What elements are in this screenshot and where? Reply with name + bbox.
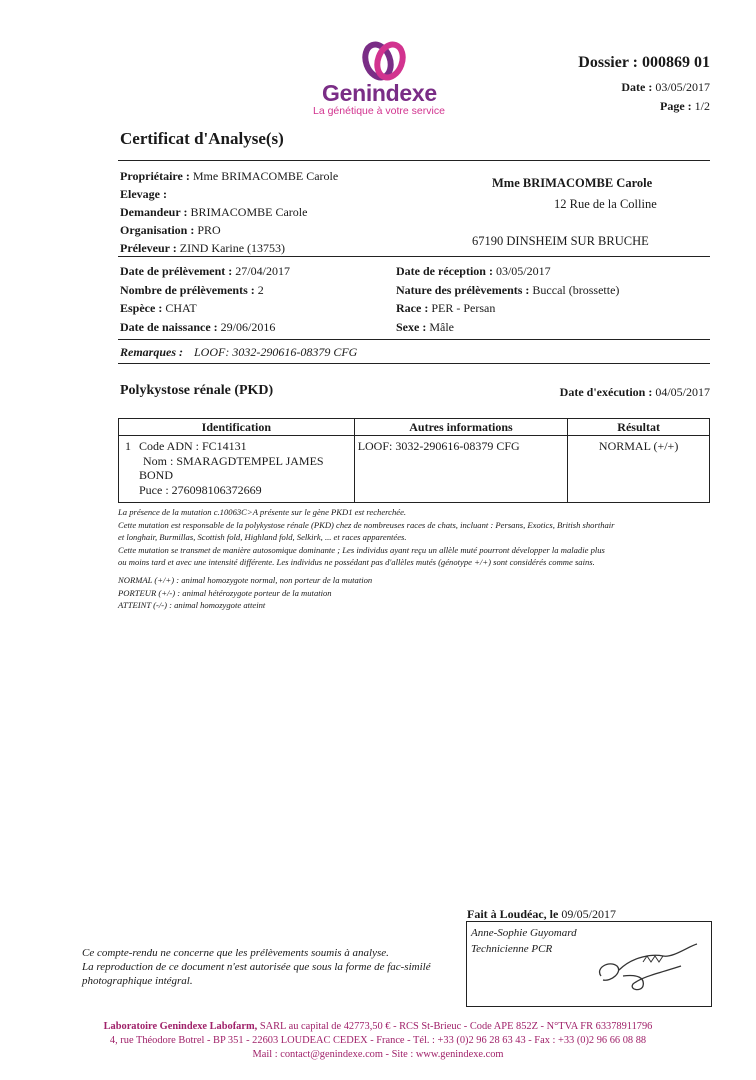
header-page-label: Page : [660, 99, 692, 113]
note-line: Cette mutation est responsable de la polykystose rénale (PKD) chez de nombreuses races de chats, incluant : Persans, Exotics, British shorthair [118, 519, 615, 530]
notes-block [118, 506, 718, 569]
results-table [118, 418, 710, 503]
remarks-divider [118, 363, 710, 364]
date-prelevement-row: Date de prélèvement : 27/04/2017 [120, 264, 290, 278]
header-page-value: 1/2 [694, 99, 710, 113]
logo-tagline: La génétique à votre service [313, 105, 445, 117]
header-date [621, 80, 710, 95]
note-line: Cette mutation se transmet de manière autosomique dominante ; Les individus ayant reçu un allèle muté pourront développer la maladie plus [118, 544, 605, 555]
address-city: 67190 DINSHEIM SUR BRUCHE [472, 234, 649, 248]
sample-left-col [120, 262, 290, 336]
note-line: et longhair, Burmillas, Scottish fold, Highland fold, Selkirk, ... et races apparentées. [118, 532, 407, 543]
col-header-autres-informations: Autres informations [354, 419, 568, 436]
resultat-cell: NORMAL (+/+) [568, 436, 710, 503]
signature-box [466, 921, 712, 1007]
execution-date-label: Date d'exécution : [559, 385, 653, 399]
footer-line2: 4, rue Théodore Botrel - BP 351 - 22603 LOUDEAC CEDEX - France - Tél. : +33 (0)2 96 28 63 43 - Fax : +33 (0)2 96 66 08 88 [109, 1035, 647, 1046]
signature-place [467, 907, 616, 922]
header-date-value: 03/05/2017 [655, 80, 710, 94]
header-page [660, 99, 710, 114]
espece-row: Espèce : CHAT [120, 301, 197, 315]
title-divider [118, 160, 710, 161]
footer-legal: SARL au capital de 42773,50 € - RCS St-Brieuc - Code APE 852Z - N°TVA FR 63378911796 [259, 1021, 653, 1032]
footer-lab-name: Laboratoire Genindexe Labofarm, [103, 1021, 258, 1032]
signature-date: 09/05/2017 [561, 907, 616, 921]
row-number: 1 [125, 439, 131, 453]
genindexe-logo-icon [356, 38, 412, 84]
legend-line: NORMAL (+/+) : animal homozygote normal, non porteur de la mutation [118, 575, 373, 585]
date-naissance-row: Date de naissance : 29/06/2016 [120, 319, 276, 334]
nature-prelevements-row: Nature des prélèvements : Buccal (brossette) [396, 282, 620, 297]
footer-line1 [0, 1021, 756, 1032]
legend-block [118, 574, 718, 612]
disclaimer-line: La reproduction de ce document n'est autorisée que sous la forme de fac-similé [82, 961, 431, 973]
address-name: Mme BRIMACOMBE Carole [492, 176, 653, 190]
legend-line: ATTEINT (-/-) : animal homozygote atteint [118, 600, 266, 611]
sample-divider [118, 339, 710, 340]
sample-right-col [396, 262, 619, 336]
code-adn: Code ADN : FC14131 [139, 439, 247, 453]
disclaimer-block [82, 946, 431, 988]
handwritten-signature [593, 936, 703, 996]
demandeur-row: Demandeur : BRIMACOMBE Carole [120, 205, 308, 219]
address-street: 12 Rue de la Colline [554, 197, 657, 211]
col-header-resultat: Résultat [568, 419, 710, 436]
signature-place-label: Fait à Loudéac, le [467, 907, 559, 921]
legend-line: PORTEUR (+/-) : animal hétérozygote porteur de la mutation [118, 587, 332, 598]
owner-block [120, 167, 338, 257]
test-name: Polykystose rénale (PKD) [120, 383, 274, 398]
remarks-value: LOOF: 3032-290616-08379 CFG [194, 345, 358, 359]
animal-name-line1: Nom : SMARAGDTEMPEL JAMES [143, 453, 324, 468]
remarks-row [120, 345, 357, 360]
document-title: Certificat d'Analyse(s) [120, 129, 284, 148]
proprietaire-row: Propriétaire : Mme BRIMACOMBE Carole [120, 169, 339, 183]
footer-line3: Mail : contact@genindexe.com - Site : www.genindexe.com [252, 1049, 504, 1060]
note-line: La présence de la mutation c.10063C>A présente sur le gène PKD1 est recherchée. [118, 507, 407, 517]
puce: Puce : 276098106372669 [139, 482, 262, 497]
animal-name-line2: BOND [139, 468, 174, 482]
remarks-label: Remarques : [120, 345, 183, 359]
organisation-row: Organisation : PRO [120, 223, 221, 237]
note-line: ou moins tard et avec une intensité différente. Les individus ne possédant pas d'allèles mutés (génotype +/+) sont considérés comme sains. [118, 557, 595, 568]
company-logo [312, 38, 462, 120]
nombre-prelevements-row: Nombre de prélèvements : 2 [120, 282, 264, 297]
elevage-row: Elevage : [120, 187, 167, 201]
sexe-row: Sexe : Mâle [396, 319, 454, 334]
execution-date [560, 385, 710, 400]
signatory-role: Technicienne PCR [471, 943, 553, 955]
execution-date-value: 04/05/2017 [655, 385, 710, 399]
disclaimer-line: Ce compte-rendu ne concerne que les prélèvements soumis à analyse. [82, 947, 389, 959]
results-header-row [119, 419, 710, 436]
logo-name: Genindexe [322, 80, 437, 106]
autres-informations-cell: LOOF: 3032-290616-08379 CFG [354, 436, 568, 503]
col-header-identification: Identification [119, 419, 355, 436]
preleveur-row: Préleveur : ZIND Karine (13753) [120, 241, 286, 255]
header-date-label: Date : [621, 80, 653, 94]
signatory-name: Anne-Sophie Guyomard [471, 927, 577, 939]
owner-divider [118, 256, 710, 257]
table-row [119, 436, 710, 503]
date-reception-row: Date de réception : 03/05/2017 [396, 264, 551, 278]
disclaimer-line: photographique intégral. [82, 975, 193, 987]
dossier-number: Dossier : 000869 01 [578, 54, 710, 71]
race-row: Race : PER - Persan [396, 301, 496, 315]
identification-cell [119, 436, 355, 503]
